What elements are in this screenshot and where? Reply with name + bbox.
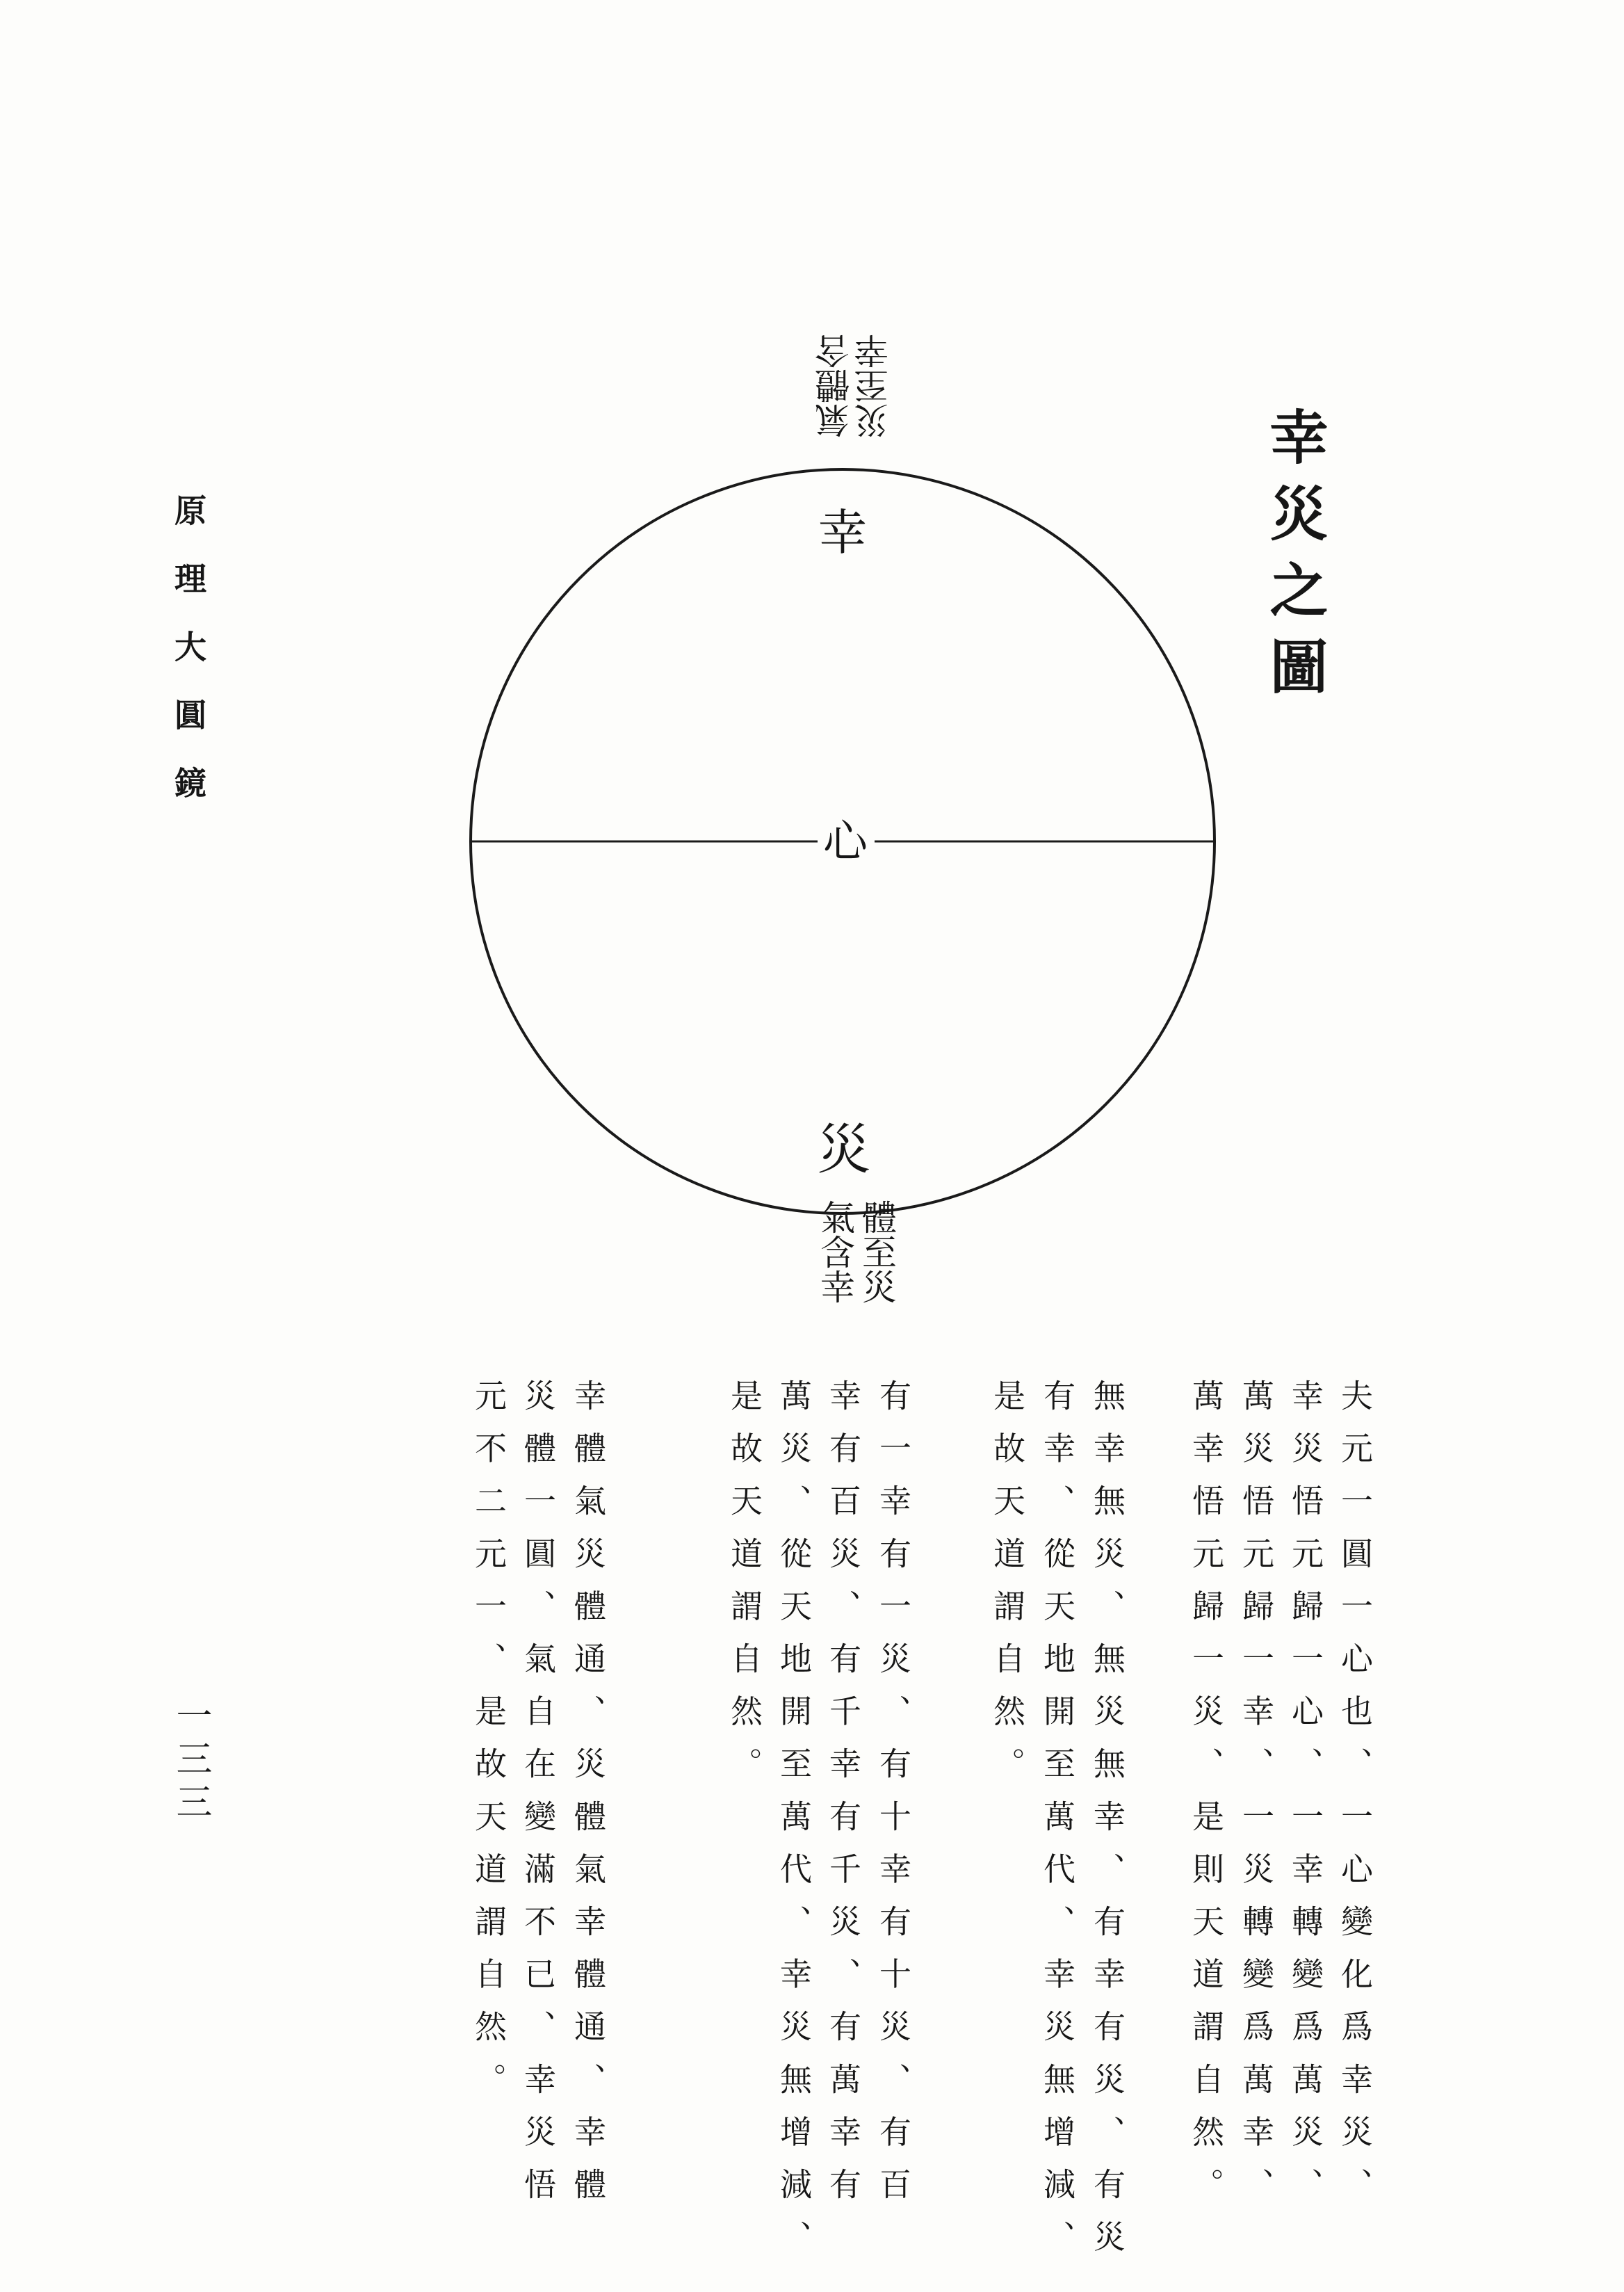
margin-book-title: 原理大圓鏡 — [170, 494, 207, 834]
text-column-9: 幸有百災、有千幸有千災、有萬幸有 — [825, 1379, 862, 2220]
text-column-12: 幸體氣災體通、災體氣幸體通、幸體 — [569, 1379, 607, 2220]
page-number: 一三三 — [170, 1697, 211, 1826]
bottom-note-column-1: 體至災 — [856, 1200, 897, 1304]
bottom-note-column-2: 氣含幸 — [815, 1200, 855, 1304]
text-column-5: 無幸無災、無災無幸、有幸有災、有災 — [1089, 1379, 1126, 2273]
center-label-heart: 心 — [823, 816, 868, 868]
text-column-14: 元不二元一、是故天道謂自然。 — [470, 1379, 508, 2115]
top-note-column-2: 氣體含 — [815, 334, 855, 438]
text-column-13: 災體一圓、氣自在變滿不已、幸災悟 — [519, 1379, 557, 2220]
text-column-10: 萬災、從天地開至萬代、幸災無增減、 — [775, 1379, 813, 2273]
top-note-column-1: 災至幸 — [854, 334, 894, 438]
bottom-label-calamity: 災 — [816, 1119, 872, 1181]
text-column-8: 有一幸有一災、有十幸有十災、有百 — [875, 1379, 912, 2220]
text-column-2: 幸災悟元歸一心、一幸轉變爲萬災、 — [1287, 1379, 1324, 2220]
text-column-6: 有幸、從天地開至萬代、幸災無增減、 — [1039, 1379, 1076, 2273]
text-column-1: 夫元一圓一心也、一心變化爲幸災、 — [1336, 1379, 1374, 2220]
diagram-title: 幸災之圖 — [1260, 407, 1329, 713]
text-column-7: 是故天道謂自然。 — [989, 1379, 1026, 1800]
text-column-3: 萬災悟元歸一幸、一災轉變爲萬幸、 — [1237, 1379, 1275, 2220]
text-column-11: 是故天道謂自然。 — [726, 1379, 763, 1800]
top-label-fortune: 幸 — [818, 504, 867, 561]
text-column-4: 萬幸悟元歸一災、是則天道謂自然。 — [1187, 1379, 1225, 2220]
